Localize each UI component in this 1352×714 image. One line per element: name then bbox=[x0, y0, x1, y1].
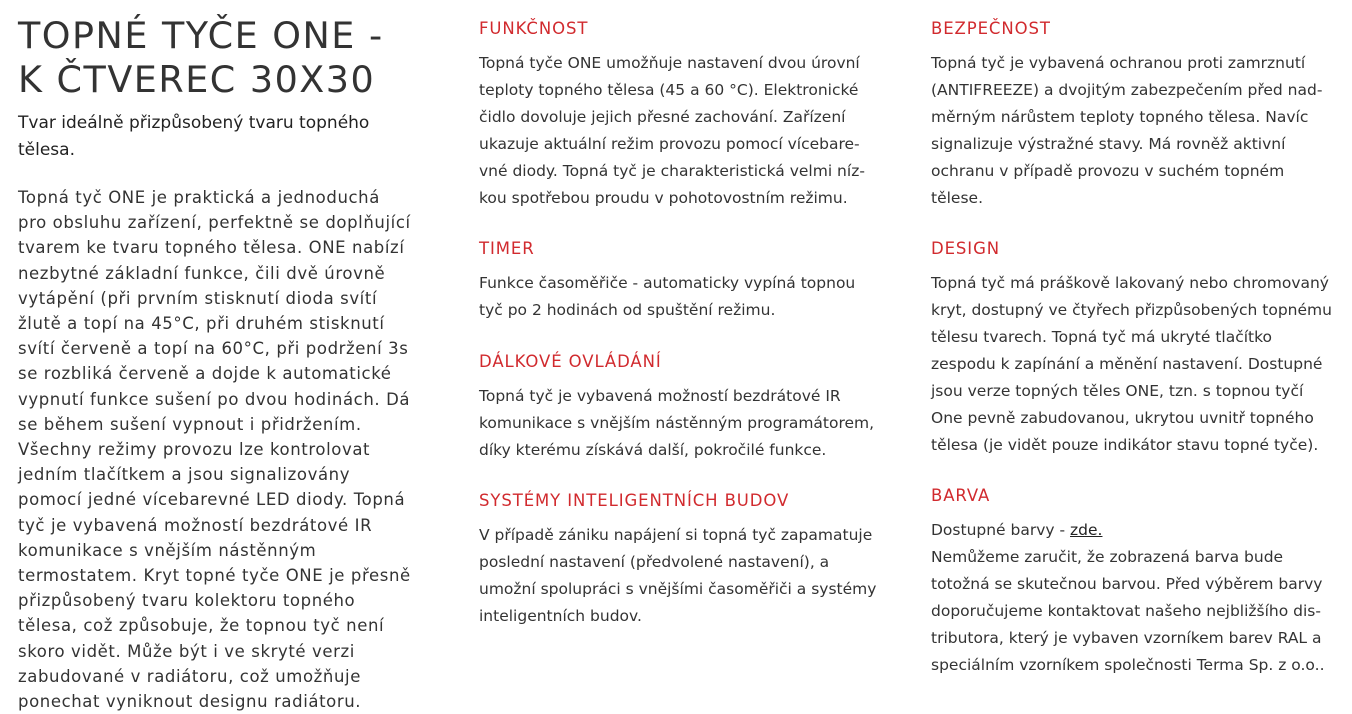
text-line: ukazuje aktuální režim provozu pomocí vícebare- bbox=[479, 135, 860, 153]
text-line: zespodu k zapínání a měnění nastavení. Dostupné bbox=[931, 355, 1323, 373]
section-timer bbox=[479, 238, 899, 324]
text-line: Nemůžeme zaručit, že zobrazená barva bude bbox=[931, 548, 1284, 566]
section-heading: BARVA bbox=[931, 486, 991, 505]
section-heading: FUNKČNOST bbox=[479, 19, 589, 38]
section-heading: DESIGN bbox=[931, 239, 1000, 258]
title-line-2: K ČTVEREC 30X30 bbox=[18, 58, 376, 101]
right-column bbox=[931, 0, 1346, 712]
text-line: teploty topného tělesa (45 a 60 °C). Elektronické bbox=[479, 81, 859, 99]
intro-line: přizpůsobený tvaru kolektoru topného bbox=[18, 591, 356, 611]
section-text bbox=[479, 270, 899, 324]
section-heading: SYSTÉMY INTELIGENTNÍCH BUDOV bbox=[479, 491, 790, 510]
section-bezpecnost bbox=[931, 18, 1346, 212]
text-line: inteligentních budov. bbox=[479, 607, 642, 625]
middle-column bbox=[479, 0, 899, 712]
text-line: Topná tyč má práškově lakovaný nebo chromovaný bbox=[931, 274, 1329, 292]
text-line: měrným nárůstem teploty topného tělesa. Navíc bbox=[931, 108, 1309, 126]
section-text bbox=[479, 50, 899, 212]
intro-line: pomocí jedné vícebarevné LED diody. Topná bbox=[18, 490, 406, 510]
intro-line: Všechny režimy provozu lze kontrolovat bbox=[18, 440, 371, 460]
intro-line: ponechat vyniknout designu radiátoru. bbox=[18, 692, 362, 712]
text-line: Funkce časoměřiče - automaticky vypíná topnou bbox=[479, 274, 856, 292]
title-line-1: TOPNÉ TYČE ONE - bbox=[18, 14, 384, 57]
text-line: tributora, který je vybaven vzorníkem barev RAL a bbox=[931, 629, 1322, 647]
text-line: vné diody. Topná tyč je charakteristická velmi níz- bbox=[479, 162, 865, 180]
text-line: tělese. bbox=[931, 189, 983, 207]
text-line: doporučujeme kontaktovat našeho nejbližšího dis- bbox=[931, 602, 1321, 620]
intro-line: vytápění (při prvním stisknutí dioda svítí bbox=[18, 288, 378, 308]
text-line: kou spotřebou proudu v pohotovostním režimu. bbox=[479, 189, 848, 207]
text-line: tělesu tvarech. Topná tyč má ukryté tlačítko bbox=[931, 328, 1273, 346]
text-line: Topná tyče ONE umožňuje nastavení dvou úrovní bbox=[479, 54, 860, 72]
intro-line: tyč je vybavená možností bezdrátové IR bbox=[18, 515, 373, 535]
intro-line: tvarem ke tvaru topného tělesa. ONE nabízí bbox=[18, 238, 405, 258]
section-text bbox=[479, 522, 899, 630]
section-barva bbox=[931, 485, 1346, 679]
page-title bbox=[18, 14, 438, 102]
subtitle-line-2: tělesa. bbox=[18, 140, 75, 160]
text-line: tělesa (je vidět pouze indikátor stavu topné tyče). bbox=[931, 436, 1319, 454]
section-dalkove-ovladani bbox=[479, 351, 899, 464]
intro-line: komunikace s vnějším nástěnným bbox=[18, 540, 317, 560]
text-line: poslední nastavení (předvolené nastavení), a bbox=[479, 553, 830, 571]
text-line: V případě zániku napájení si topná tyč zapamatuje bbox=[479, 526, 873, 544]
text-line: Topná tyč je vybavená možností bezdrátové IR bbox=[479, 387, 841, 405]
text-line: ochranu v případě provozu v suchém topném bbox=[931, 162, 1285, 180]
subtitle-line-1: Tvar ideálně přizpůsobený tvaru topného bbox=[18, 113, 370, 133]
colors-prefix: Dostupné barvy - bbox=[931, 521, 1071, 539]
text-line: kryt, dostupný ve čtyřech přizpůsobených topnému bbox=[931, 301, 1332, 319]
section-funkcnost bbox=[479, 18, 899, 212]
section-text bbox=[479, 383, 899, 464]
section-heading: BEZPEČNOST bbox=[931, 19, 1051, 38]
text-line: speciálním vzorníkem společnosti Terma Sp. z o.o.. bbox=[931, 656, 1325, 674]
intro-line: nezbytné základní funkce, čili dvě úrovně bbox=[18, 263, 386, 283]
text-line: umožní spolupráci s vnějšími časoměřiči a systémy bbox=[479, 580, 877, 598]
intro-line: skoro vidět. Může být i ve skryté verzi bbox=[18, 641, 355, 661]
text-line: díky kterému získává další, pokročilé funkce. bbox=[479, 441, 827, 459]
section-text bbox=[931, 270, 1346, 459]
intro-line: se během sušení vypnout i přidržením. bbox=[18, 414, 362, 434]
text-line: čidlo dovoluje jejich přesné zachování. Zařízení bbox=[479, 108, 846, 126]
text-line: Topná tyč je vybavená ochranou proti zamrznutí bbox=[931, 54, 1306, 72]
colors-link[interactable]: zde. bbox=[1070, 521, 1103, 539]
intro-line: žlutě a topí na 45°C, při druhém stisknutí bbox=[18, 314, 385, 334]
text-line: tyč po 2 hodinách od spuštění režimu. bbox=[479, 301, 776, 319]
left-column bbox=[18, 0, 438, 714]
text-line: One pevně zabudovanou, ukrytou uvnitř topného bbox=[931, 409, 1314, 427]
intro-line: vypnutí funkce sušení po dvou hodinách. Dá bbox=[18, 389, 411, 409]
page-subtitle bbox=[18, 110, 438, 164]
intro-line: tělesa, což způsobuje, že topnou tyč není bbox=[18, 616, 385, 636]
text-line: (ANTIFREEZE) a dvojitým zabezpečením před nad- bbox=[931, 81, 1323, 99]
intro-line: Topná tyč ONE je praktická a jednoduchá bbox=[18, 188, 380, 207]
section-text bbox=[931, 517, 1346, 679]
intro-paragraph bbox=[18, 185, 438, 714]
text-line: komunikace s vnějším nástěnným programátorem, bbox=[479, 414, 875, 432]
text-line: totožná se skutečnou barvou. Před výběrem barvy bbox=[931, 575, 1323, 593]
section-heading: TIMER bbox=[479, 239, 535, 258]
intro-line: se rozbliká červeně a dojde k automatické bbox=[18, 364, 392, 384]
section-text bbox=[931, 50, 1346, 212]
section-heading: DÁLKOVÉ OVLÁDÁNÍ bbox=[479, 352, 662, 371]
intro-line: zabudované v radiátoru, což umožňuje bbox=[18, 666, 361, 686]
text-line: jsou verze topných těles ONE, tzn. s topnou tyčí bbox=[931, 382, 1304, 400]
section-systemy-budov bbox=[479, 490, 899, 630]
intro-line: jedním tlačítkem a jsou signalizovány bbox=[18, 465, 351, 485]
section-design bbox=[931, 238, 1346, 459]
intro-line: termostatem. Kryt topné tyče ONE je přesně bbox=[18, 566, 411, 586]
text-line: signalizuje výstražné stavy. Má rovněž aktivní bbox=[931, 135, 1286, 153]
intro-line: pro obsluhu zařízení, perfektně se doplňující bbox=[18, 213, 411, 233]
intro-line: svítí červeně a topí na 60°C, při podržení 3s bbox=[18, 339, 409, 359]
